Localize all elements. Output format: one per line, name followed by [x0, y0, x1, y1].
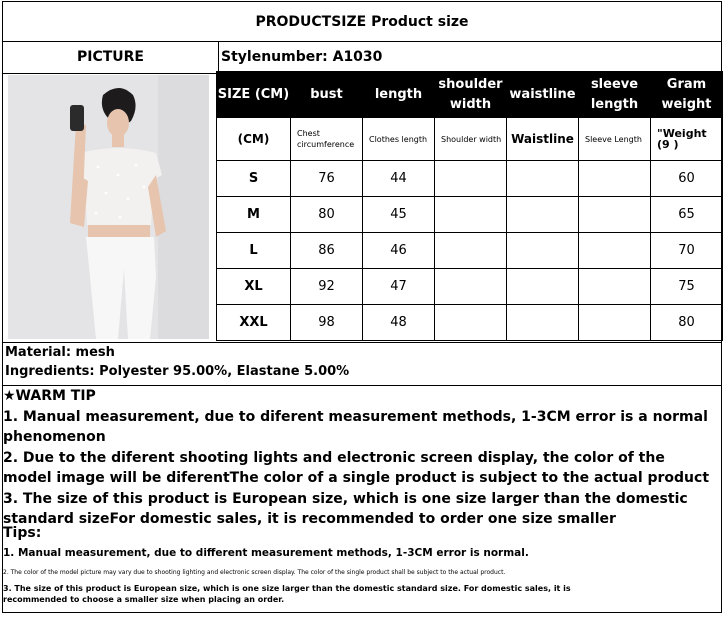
header-waistline: waistline: [507, 72, 579, 118]
cell-length: 44: [363, 161, 435, 197]
picture-label: PICTURE: [3, 41, 219, 73]
warm-tip-2: 2. Due to the diferent shooting lights and electronic screen display, the color of the model image will be diferentThe color of a single product is subject to the actual product: [3, 449, 710, 486]
tip-2: 2. The color of the model picture may vary due to shooting lighting and electronic screen display. The color of the single product shall be subject to the actual product.: [3, 569, 506, 576]
warm-tip-1: 1. Manual measurement, due to diferent measurement methods, 1-3CM error is a normal phenomenon: [3, 408, 708, 445]
subheader-size: (CM): [217, 118, 291, 161]
cell-sleeve: [579, 269, 651, 305]
info-row: [3, 41, 721, 74]
subheader-row: [217, 118, 723, 161]
header-weight: Gram weight: [651, 72, 723, 118]
cell-shoulder: [435, 197, 507, 233]
tip-3: 3. The size of this product is European size, which is one size larger than the domestic standard size. For domestic sales, it is recommended to choose a smaller size when placing an order.: [3, 584, 571, 604]
tip-1: 1. Manual measurement, due to different measurement methods, 1-3CM error is normal.: [3, 547, 529, 559]
table-row: [217, 233, 723, 269]
cell-weight: 75: [651, 269, 723, 305]
subheader-bust: Chest circumference: [291, 118, 363, 161]
cell-size: XL: [217, 269, 291, 305]
header-size: SIZE (CM): [217, 72, 291, 118]
warm-tip-section: [3, 386, 717, 530]
subheader-length: Clothes length: [363, 118, 435, 161]
cell-bust: 80: [291, 197, 363, 233]
material-section: [3, 342, 721, 386]
cell-bust: 92: [291, 269, 363, 305]
cell-size: L: [217, 233, 291, 269]
page-title: PRODUCTSIZE Product size: [3, 2, 721, 42]
tips-heading: Tips:: [3, 525, 42, 541]
cell-length: 46: [363, 233, 435, 269]
style-number: Stylenumber: A1030: [221, 49, 383, 65]
cell-shoulder: [435, 233, 507, 269]
header-bust: bust: [291, 72, 363, 118]
size-table: [216, 71, 723, 341]
cell-bust: 98: [291, 305, 363, 341]
cell-sleeve: [579, 161, 651, 197]
warm-tip-3: 3. The size of this product is European size, which is one size larger than the domestic standard sizeFor domestic sales, it is recommended to order one size smaller: [3, 490, 688, 527]
cell-length: 45: [363, 197, 435, 233]
cell-weight: 65: [651, 197, 723, 233]
cell-sleeve: [579, 233, 651, 269]
cell-waistline: [507, 233, 579, 269]
model-photo: [8, 75, 209, 339]
cell-length: 48: [363, 305, 435, 341]
table-row: [217, 161, 723, 197]
subheader-waistline: Waistline: [507, 118, 579, 161]
table-row: [217, 197, 723, 233]
header-sleeve: sleeve length: [579, 72, 651, 118]
cell-weight: 70: [651, 233, 723, 269]
material-text: Material: mesh: [5, 345, 115, 360]
header-length: length: [363, 72, 435, 118]
header-shoulder: shoulder width: [435, 72, 507, 118]
cell-bust: 86: [291, 233, 363, 269]
cell-waistline: [507, 197, 579, 233]
cell-shoulder: [435, 305, 507, 341]
cell-shoulder: [435, 269, 507, 305]
cell-shoulder: [435, 161, 507, 197]
cell-size: M: [217, 197, 291, 233]
table-row: [217, 269, 723, 305]
ingredients-text: Ingredients: Polyester 95.00%, Elastane 5.00%: [5, 364, 350, 379]
warm-tip-heading: ★WARM TIP: [3, 388, 96, 404]
cell-waistline: [507, 305, 579, 341]
cell-size: S: [217, 161, 291, 197]
cell-size: XXL: [217, 305, 291, 341]
subheader-sleeve: Sleeve Length: [579, 118, 651, 161]
subheader-shoulder: Shoulder width: [435, 118, 507, 161]
subheader-weight: "Weight (9 ): [651, 118, 723, 161]
cell-bust: 76: [291, 161, 363, 197]
cell-waistline: [507, 269, 579, 305]
table-row: [217, 305, 723, 341]
cell-weight: 60: [651, 161, 723, 197]
cell-sleeve: [579, 197, 651, 233]
cell-sleeve: [579, 305, 651, 341]
cell-weight: 80: [651, 305, 723, 341]
cell-length: 47: [363, 269, 435, 305]
header-row: [217, 72, 723, 118]
cell-waistline: [507, 161, 579, 197]
